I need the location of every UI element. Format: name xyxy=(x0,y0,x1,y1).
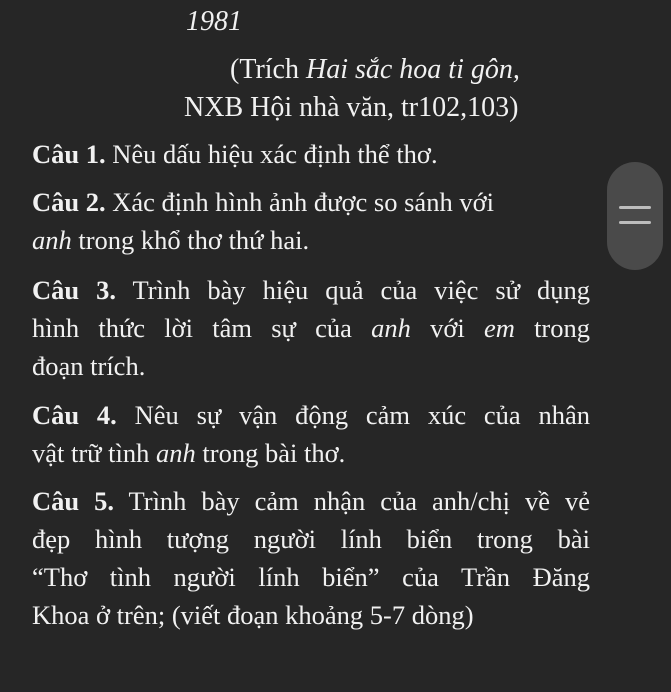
drag-handle-icon xyxy=(619,206,651,209)
question-3-text-2a: hình thức lời tâm sự của xyxy=(32,313,372,343)
question-5-line-3: “Thơ tình người lính biển” của Trần Đăng xyxy=(32,562,590,592)
question-2-text-2: trong khổ thơ thứ hai. xyxy=(71,225,310,255)
source-citation-line-2: NXB Hội nhà văn, tr102,103) xyxy=(184,92,519,123)
question-2-line-1 xyxy=(32,183,590,221)
question-4-line-1 xyxy=(32,396,590,434)
question-3-label: Câu 3. xyxy=(32,275,116,305)
question-3-text-1: Trình bày hiệu quả của việc sử dụng xyxy=(115,275,590,305)
source-citation-line-1 xyxy=(230,52,520,88)
question-3-line-1 xyxy=(32,271,590,309)
source-open: (Trích xyxy=(230,54,306,85)
question-3-line-2 xyxy=(32,309,590,347)
question-5-line-1 xyxy=(32,482,590,520)
question-5-text-1: Trình bày cảm nhận của anh/chị về vẻ xyxy=(113,486,590,516)
question-4-label: Câu 4. xyxy=(32,400,117,430)
question-1-label: Câu 1. xyxy=(32,139,106,169)
poem-year: 1981 xyxy=(186,6,242,37)
question-5 xyxy=(32,482,590,634)
question-4-anh: anh xyxy=(156,438,196,468)
question-2-line-2 xyxy=(32,221,590,259)
question-4-text-2b: trong bài thơ. xyxy=(195,438,346,468)
question-3-anh: anh xyxy=(371,313,411,343)
source-title: Hai sắc hoa ti gôn, xyxy=(305,54,520,85)
question-5-line-4: Khoa ở trên; (viết đoạn khoảng 5-7 dòng) xyxy=(32,600,474,630)
question-3-text-2b: với xyxy=(410,313,484,343)
question-2 xyxy=(32,183,590,259)
drag-handle-icon-bar-2 xyxy=(619,221,651,224)
question-4-line-2 xyxy=(32,434,590,472)
question-3-em: em xyxy=(483,313,515,343)
question-2-text-1: Xác định hình ảnh được so sánh với xyxy=(105,187,494,217)
question-4-text-1: Nêu sự vận động cảm xúc của nhân xyxy=(116,400,590,430)
question-4 xyxy=(32,396,590,472)
question-1-text: Nêu dấu hiệu xác định thể thơ. xyxy=(105,139,438,169)
question-1 xyxy=(32,135,590,173)
question-4-text-2a: vật trữ tình xyxy=(32,438,157,468)
question-5-line-2: đẹp hình tượng người lính biển trong bài xyxy=(32,524,590,554)
question-3-text-2c: trong xyxy=(514,313,591,343)
scroll-handle[interactable] xyxy=(607,162,663,270)
question-2-label: Câu 2. xyxy=(32,187,106,217)
question-1-line xyxy=(32,135,590,173)
question-2-anh: anh xyxy=(32,225,72,255)
question-3-line-3: đoạn trích. xyxy=(32,351,146,381)
question-3 xyxy=(32,271,590,385)
question-5-label: Câu 5. xyxy=(32,486,114,516)
